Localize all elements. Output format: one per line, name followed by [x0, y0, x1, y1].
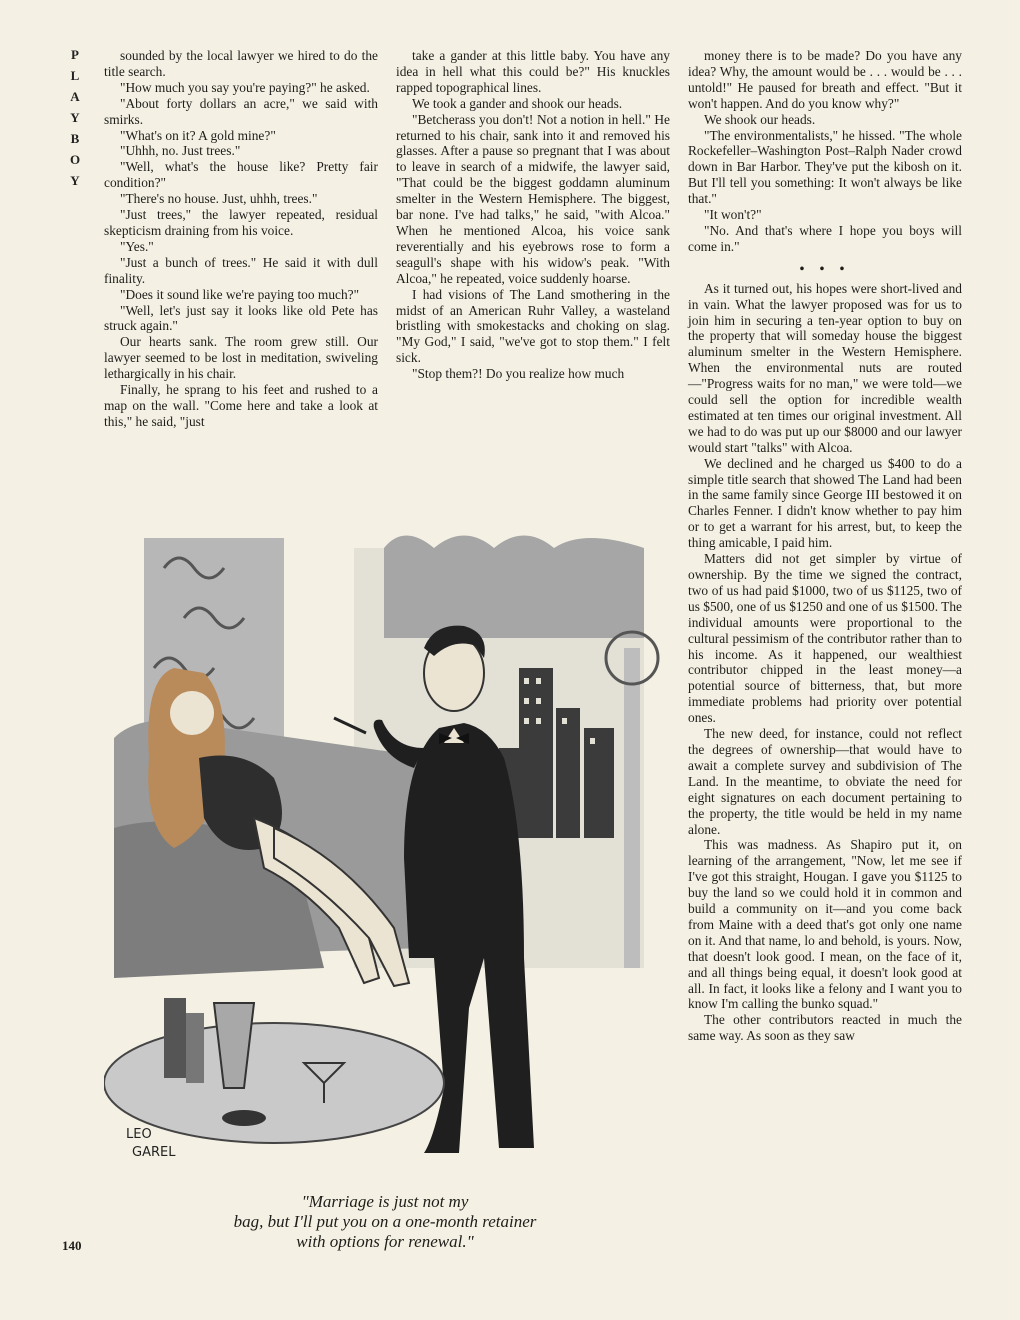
- paragraph: money there is to be made? Do you have any idea? Why, the amount would be . . . would be . . . untold!" He paused for breath and effect. "But it won't happen. And do you know why?": [688, 48, 962, 111]
- cartoon-signature-1: LEO: [126, 1127, 152, 1142]
- paragraph: "It won't?": [704, 207, 762, 223]
- paragraph: "Does it sound like we're paying too much?": [120, 286, 360, 302]
- paragraph: Matters did not get simpler by virtue of ownership. By the time we signed the contract, two of us had paid $1000, two of us $1125, two of us $500, one of us $1250 and one of us $1500. The individual amounts were proportional to the cultural pessimism of the contributor rather than to his income. As it happened, our wealthiest contributor chipped in the least money—a potential source of bitterness, that, but more immediate problems had priority over potential ones.: [688, 551, 962, 726]
- paragraph: The other contributors reacted in much the same way. As soon as they saw: [688, 1012, 962, 1044]
- paragraph: "About forty dollars an acre," we said with smirks.: [104, 95, 378, 127]
- paragraph: "Uhhh, no. Just trees.": [120, 143, 241, 159]
- paragraph: "Well, what's the house like? Pretty fair condition?": [104, 159, 378, 191]
- paragraph: "How much you say you're paying?" he asked.: [120, 79, 370, 95]
- paragraph: I had visions of The Land smothering in the midst of an American Ruhr Valley, a wasteland bristling with smokestacks and choking on slag. "My God," I said, "we've got to stop them." I felt sick.: [396, 286, 670, 366]
- magazine-name-letter: L: [70, 68, 80, 83]
- magazine-name-letter: B: [70, 131, 80, 146]
- magazine-name-vertical: [64, 44, 86, 191]
- paragraph: "What's on it? A gold mine?": [120, 127, 276, 143]
- paragraph: As it turned out, his hopes were short-lived and in vain. What the lawyer proposed was for us to join him in securing a ten-year option to buy on the property that will someday house the biggest aluminum smelter in the Western Hemisphere. When the environmental nuts are routed—"Progress waits for no man," we were told—we could sell the option for incredible wealth estimated at ten times our original investment. All we had to do was put up our $8000 and our lawyer would start "talks" with Alcoa.: [688, 280, 962, 455]
- paragraph: "Well, let's just say it looks like old Pete has struck again.": [104, 302, 378, 334]
- magazine-name-letter: O: [69, 152, 81, 167]
- paragraph: "Betcherass you don't! Not a notion in hell." He returned to his chair, sank into it and removed his glasses. After a pause so pregnant that I was about to leave in search of a midwife, the lawyer said, "That could be the biggest goddamn aluminum smelter in the Western Hemisphere. The biggest, bar none. I've had talks," he said, "with Alcoa." When he mentioned Alcoa, his voice sank reverentially and his eyebrows rose to form a seagull's shape with his widow's peak. "With Alcoa," he repeated, voice suddenly hoarse.: [396, 111, 670, 286]
- paragraph: "Yes.": [120, 238, 154, 254]
- paragraph: "The environmentalists," he hissed. "The whole Rockefeller–Washington Post–Ralph Nader crowd down in Bar Harbor. They've put the kibosh on it. But I'll tell you something: It won't always be like that.": [688, 127, 962, 207]
- cartoon-illustration: [104, 528, 666, 1186]
- magazine-name-letter: A: [70, 89, 80, 104]
- paragraph: "Just trees," the lawyer repeated, residual skepticism draining from his voice.: [104, 207, 378, 238]
- caption-line-3: with options for renewal.": [296, 1232, 474, 1251]
- paragraph: "No. And that's where I hope you boys will come in.": [688, 222, 962, 254]
- text-column-1: [104, 48, 378, 430]
- paragraph: The new deed, for instance, could not reflect the degrees of ownership—that would have to await a complete survey and subdivision of The Land. In the meantime, to obviate the need for eight signatures on each document pertaining to the property, the title would be held in my name alone.: [688, 726, 962, 837]
- cartoon-signature-2: GAREL: [132, 1145, 176, 1160]
- text-column-2: [396, 48, 670, 382]
- caption-line-2: bag, but I'll put you on a one-month retainer: [233, 1212, 537, 1231]
- paragraph: Our hearts sank. The room grew still. Our lawyer seemed to be lost in meditation, swiveling lethargically in his chair.: [104, 334, 378, 382]
- page-number: 140: [62, 1238, 82, 1253]
- paragraph: Finally, he sprang to his feet and rushed to a map on the wall. "Come here and take a look at this," he said, "just: [104, 382, 378, 429]
- magazine-name-letter: P: [71, 47, 79, 62]
- paragraph: "Just a bunch of trees." He said it with dull finality.: [104, 254, 378, 286]
- cartoon-caption: [104, 1192, 666, 1252]
- text-column-3: [688, 48, 962, 1044]
- caption-line-1: "Marriage is just not my: [301, 1192, 469, 1211]
- magazine-name-letter: Y: [70, 110, 80, 125]
- section-break: • • •: [799, 260, 851, 276]
- paragraph: We took a gander and shook our heads.: [412, 95, 623, 111]
- paragraph: "Stop them?! Do you realize how much: [412, 366, 625, 382]
- paragraph: "There's no house. Just, uhhh, trees.": [120, 191, 318, 207]
- paragraph: take a gander at this little baby. You have any idea in hell what this could be?" His knuckles rapped topographical lines.: [396, 48, 670, 95]
- paragraph: We shook our heads.: [704, 111, 816, 127]
- paragraph: We declined and he charged us $400 to do a simple title search that showed The Land had been in the same family since George III bestowed it on Charles Fenner. I didn't know whether to pay him or to get a warrant for his arrest, but, to keep the thing amicable, I paid him.: [688, 455, 962, 551]
- paragraph: sounded by the local lawyer we hired to do the title search.: [104, 48, 378, 79]
- magazine-name-letter: Y: [70, 173, 80, 188]
- paragraph: This was madness. As Shapiro put it, on learning of the arrangement, "Now, let me see if I've got this straight, Hougan. I gave you $1125 to buy the land so we could hold it in common and build a community on it—and you come back from Maine with a deed that's got only one name on it. And that name, lo and behold, is yours. Now, that doesn't look good. I mean, on the face of it, and all things being equal, it doesn't look good at all. In fact, it looks like a felony and I want you to know I'm calling the bunko squad.": [688, 837, 962, 1012]
